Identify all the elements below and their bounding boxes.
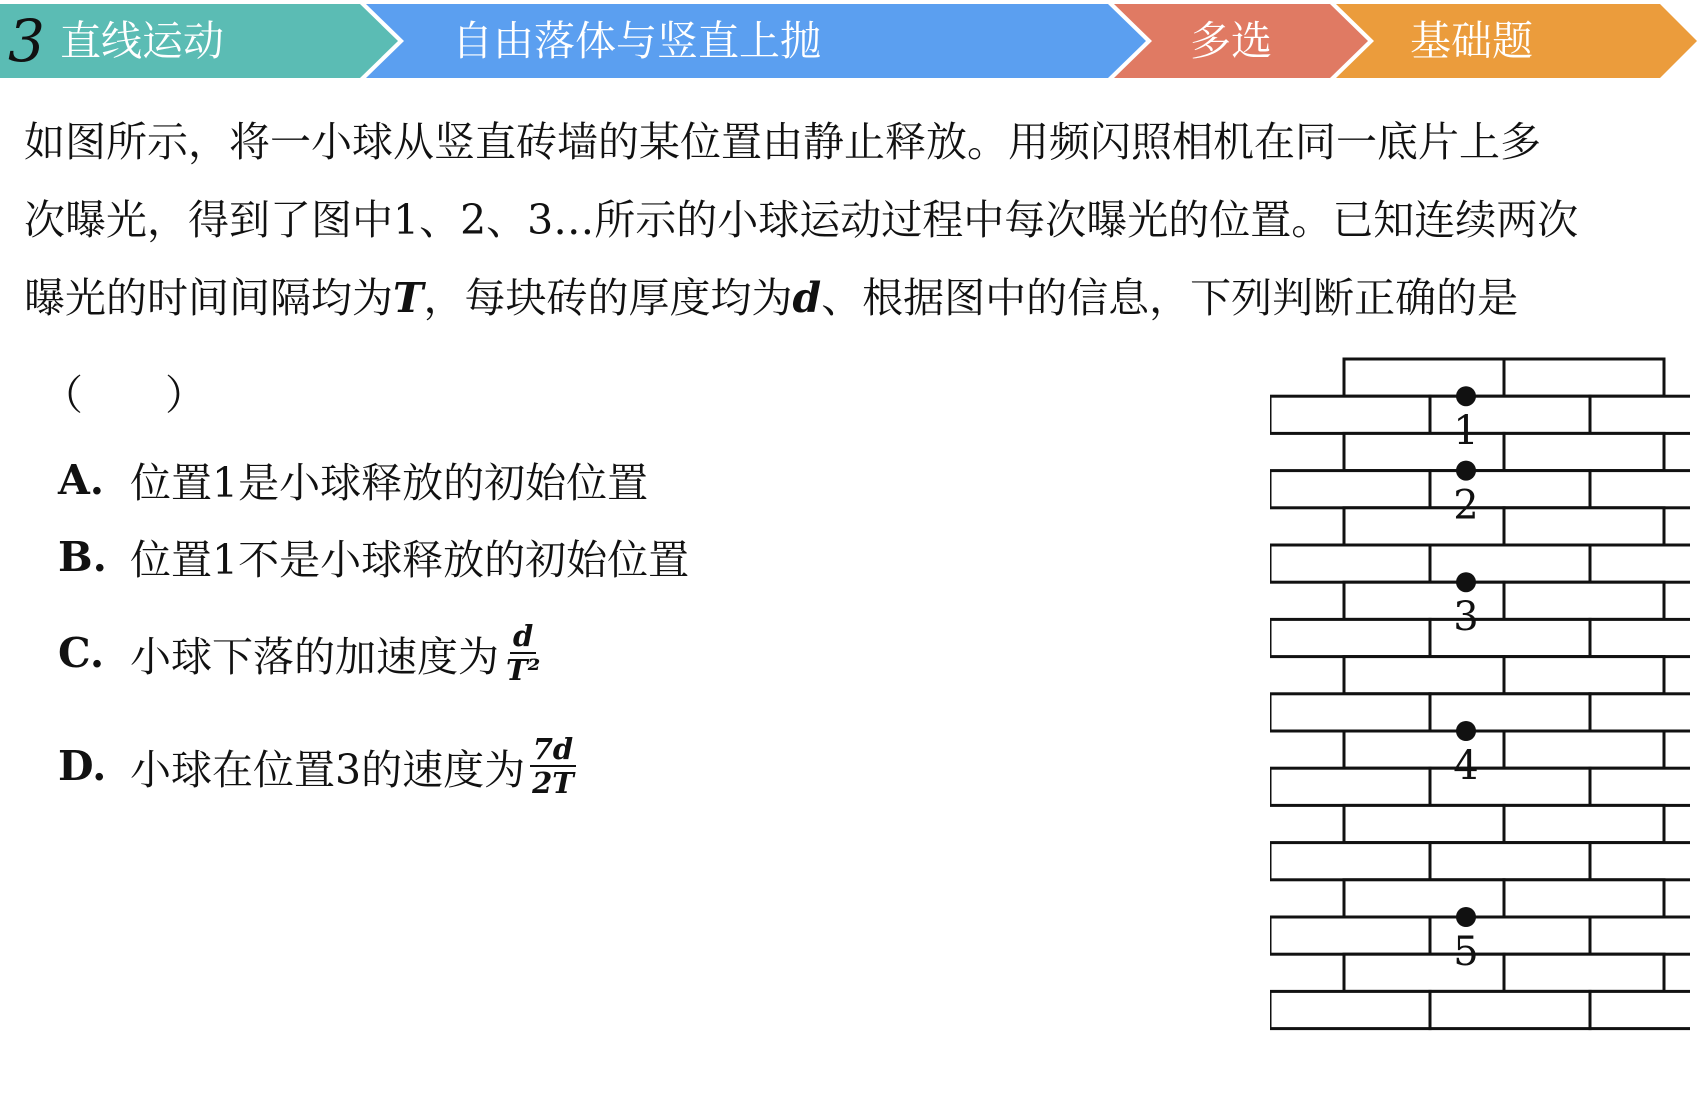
option-d-text: 小球在位置3的速度为 xyxy=(130,745,526,794)
brick xyxy=(1430,843,1590,880)
ball-label-3: 3 xyxy=(1453,594,1479,641)
brick xyxy=(1344,359,1504,396)
brick xyxy=(1504,954,1664,991)
brick xyxy=(1504,657,1664,694)
ball-position-5 xyxy=(1456,907,1476,927)
topic-label: 自由落体与竖直上抛 xyxy=(452,17,821,65)
option-a-text: 位置1是小球释放的初始位置 xyxy=(130,459,649,507)
brick xyxy=(1344,731,1504,768)
symbol-T: T xyxy=(393,274,424,322)
option-b-text: 位置1不是小球释放的初始位置 xyxy=(130,536,690,584)
brick xyxy=(1504,582,1664,619)
brick xyxy=(1344,805,1504,842)
question-line-3-c: 、根据图中的信息，下列判断正确的是 xyxy=(821,274,1519,322)
brick xyxy=(1344,508,1504,545)
ball-label-1: 1 xyxy=(1453,408,1479,455)
brick xyxy=(1270,843,1430,880)
brick xyxy=(1590,768,1690,805)
question-line-3-a: 曝光的时间间隔均为 xyxy=(24,274,393,322)
brick xyxy=(1430,694,1590,731)
brick xyxy=(1270,991,1430,1028)
question-line-2: 次曝光，得到了图中1、2、3…所示的小球运动过程中每次曝光的位置。已知连续两次 xyxy=(24,196,1579,244)
option-b[interactable] xyxy=(58,527,689,586)
brick xyxy=(1270,545,1430,582)
difficulty-label: 基础题 xyxy=(1410,17,1533,65)
chapter-label: 直线运动 xyxy=(60,17,224,65)
question-line-3-b: ，每块砖的厚度均为 xyxy=(423,274,793,322)
brick xyxy=(1590,843,1690,880)
option-d-denominator: 2T xyxy=(532,766,574,800)
option-d[interactable] xyxy=(58,733,577,799)
brick xyxy=(1590,396,1690,433)
question-line-3 xyxy=(24,268,1518,328)
brick xyxy=(1270,694,1430,731)
brick xyxy=(1504,433,1664,470)
brick xyxy=(1590,917,1690,954)
brick xyxy=(1504,731,1664,768)
brick xyxy=(1270,917,1430,954)
brick xyxy=(1344,954,1504,991)
brick-wall-figure xyxy=(1270,355,1690,1045)
brick xyxy=(1590,471,1690,508)
chapter-number: 3 xyxy=(8,7,45,75)
brick xyxy=(1504,508,1664,545)
brick xyxy=(1504,805,1664,842)
brick xyxy=(1504,880,1664,917)
brick xyxy=(1590,619,1690,656)
option-c-letter: C. xyxy=(58,629,105,677)
option-c-denominator: T² xyxy=(506,653,541,687)
brick xyxy=(1430,545,1590,582)
option-a-letter: A. xyxy=(58,455,105,504)
brick xyxy=(1590,694,1690,731)
ball-position-1 xyxy=(1456,386,1476,406)
option-c[interactable] xyxy=(58,620,543,686)
brick xyxy=(1344,433,1504,470)
ball-label-5: 5 xyxy=(1453,929,1479,975)
brick xyxy=(1270,768,1430,805)
brick xyxy=(1590,991,1690,1028)
ball-position-4 xyxy=(1456,721,1476,741)
ball-position-2 xyxy=(1456,461,1476,481)
answer-bracket: （ ） xyxy=(42,371,206,419)
ball-position-3 xyxy=(1456,572,1476,592)
ball-label-2: 2 xyxy=(1453,482,1479,529)
option-c-numerator: d xyxy=(510,620,536,654)
question-line-1: 如图所示，将一小球从竖直砖墙的某位置由静止释放。用频闪照相机在同一底片上多 xyxy=(24,118,1541,166)
brick xyxy=(1270,619,1430,656)
header-banner xyxy=(0,0,1697,82)
option-d-letter: D. xyxy=(58,742,107,790)
brick xyxy=(1270,396,1430,433)
option-c-text: 小球下落的加速度为 xyxy=(130,632,499,681)
brick xyxy=(1344,657,1504,694)
brick xyxy=(1270,471,1430,508)
symbol-d: d xyxy=(792,274,822,322)
option-d-fraction xyxy=(529,733,577,799)
brick xyxy=(1344,582,1504,619)
brick xyxy=(1590,545,1690,582)
ball-label-4: 4 xyxy=(1453,743,1479,789)
question-type-label: 多选 xyxy=(1190,17,1272,65)
option-d-numerator: 7d xyxy=(530,733,576,767)
brick xyxy=(1504,359,1664,396)
brick xyxy=(1430,991,1590,1028)
option-a[interactable] xyxy=(58,450,648,509)
option-c-fraction xyxy=(503,620,543,686)
option-b-letter: B. xyxy=(58,532,107,581)
brick xyxy=(1344,880,1504,917)
